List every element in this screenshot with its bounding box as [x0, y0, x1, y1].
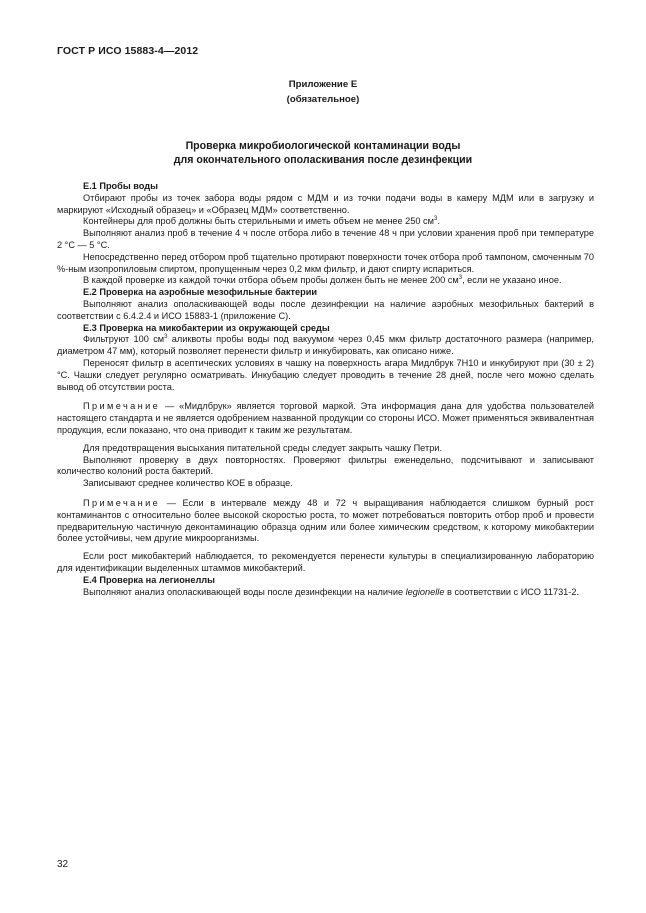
note: Примечание — «Мидлбрук» является торговой маркой. Эта информация дана для удобства пользователей настоящего стандарта и не является одобрением названной продукции со стороны ИСО. Может применяться эквивалентная продукция, если показано, что она приводит к таким же результатам.: [57, 401, 594, 435]
paragraph: Выполняют анализ ополаскивающей воды после дезинфекции на наличие legionelle в соответствии с ИСО 11731-2.: [83, 586, 580, 597]
appendix-title-line-2: для окончательного ополаскивания после дезинфекции: [173, 154, 473, 166]
section-heading-e2: Е.2 Проверка на аэробные мезофильные бактерии: [83, 287, 318, 298]
note-label: Примечание: [83, 401, 161, 412]
paragraph: Выполняют анализ ополаскивающей воды после дезинфекции на наличие аэробных мезофильных бактерий в соответствии с 6.4.2.4 и ИСО 15883-1 (приложение С).: [57, 298, 594, 321]
document-header: ГОСТ Р ИСО 15883-4—2012: [57, 45, 199, 57]
note-label: Примечание: [83, 497, 161, 508]
document-body: [57, 181, 594, 598]
paragraph: Выполняют проверку в двух повторностях. Проверяют фильтры еженедельно, подсчитывают и записывают количество колоний роста бактерий.: [57, 454, 594, 477]
paragraph: Переносят фильтр в асептических условиях в чашку на поверхность агара Мидлбрук 7Н10 и инкубируют при (30 ± 2) °С. Чашки следует регулярно осматривать. Инкубацию следует проводить в течение 28 дней, после чего можно сделать вывод об отсутствии роста.: [57, 357, 594, 392]
section-heading-e4: Е.4 Проверка на легионеллы: [83, 574, 215, 585]
section-heading-e1: Е.1 Пробы воды: [83, 181, 158, 191]
paragraph: В каждой проверке из каждой точки отбора объем пробы должен быть не менее 200 $см^3$, если не указано иное.: [83, 275, 562, 286]
paragraph: Записывают среднее количество КОЕ в образце.: [83, 478, 293, 489]
paragraph: Для предотвращения высыхания питательной среды следует закрыть чашку Петри.: [83, 442, 442, 453]
paragraph: Отбирают пробы из точек забора воды рядом с МДМ и из точки подачи воды в камеру МДМ или в загрузку и маркируют «Исходный образец» и «Образец МДМ» соответственно.: [57, 192, 594, 215]
section-heading-e3: Е.3 Проверка на микобактерии из окружающей среды: [83, 322, 330, 333]
appendix-title-line-1: Проверка микробиологической контаминации воды: [185, 140, 461, 152]
paragraph: Выполняют анализ проб в течение 4 ч после отбора либо в течение 48 ч при условии хранения проб при температуре 2 °С — 5 °С.: [57, 228, 594, 250]
paragraph: Контейнеры для проб должны быть стерильными и иметь объем не менее 250 $см^3$.: [83, 216, 440, 227]
paragraph: Если рост микобактерий наблюдается, то рекомендуется перенести культуры в специализированную лабораторию для идентификации выделенных штаммов микобактерий.: [57, 551, 594, 573]
note: Примечание — Если в интервале между 48 и 72 ч выращивания наблюдается слишком бурный рост контаминантов с относительно более высокой скоростью роста, то может потребоваться повторить отбор проб и провести предварительную частичную деконтаминацию образца одним или более химическим средством, к которому микобактерии более устойчивы, чем другие микроорганизмы.: [57, 497, 594, 544]
page-number: 32: [57, 859, 69, 870]
paragraph: Непосредственно перед отбором проб тщательно протирают поверхности точек отбора проб тампоном, смоченным 70 %-ным изопропиловым спиртом, пропущенным через 0,2 мкм фильтр, и дают спирту испариться.: [57, 251, 594, 274]
appendix-status: (обязательное): [286, 94, 360, 105]
appendix-label: Приложение Е: [288, 79, 358, 90]
paragraph: Фильтруют 100 $см^3$ аликвоты пробы воды под вакуумом через 0,45 мкм фильтр достаточного размера (например, диаметром 47 мм), который позволяет перенести фильтр и инкубировать, как описано ниже.: [57, 334, 594, 357]
